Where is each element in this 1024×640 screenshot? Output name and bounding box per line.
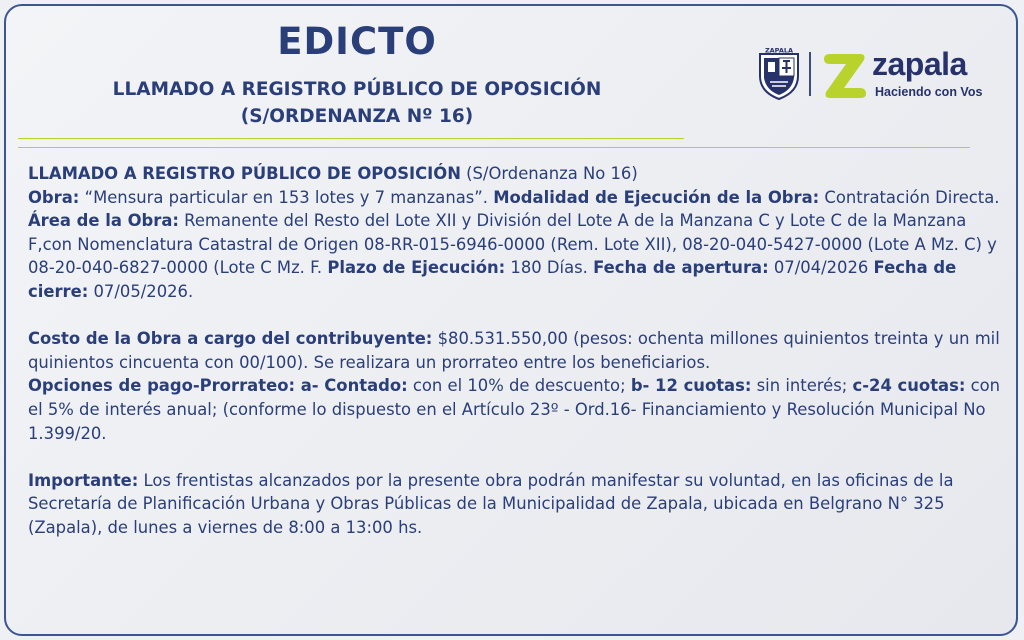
brand-tagline: Haciendo con Vos bbox=[875, 85, 983, 99]
obra-label: Obra: bbox=[28, 187, 80, 207]
opcion-b-value: sin interés; bbox=[751, 376, 853, 396]
importante-label: Importante: bbox=[28, 470, 139, 490]
details-heading-suffix: (S/Ordenanza No 16) bbox=[460, 164, 638, 183]
costo-value: $80.531.550,00 (pesos: ochenta millones quinientos treinta y un mil quinientos cincuenta con 00/100). Se realizara un prorrateo entre los beneficiarios. bbox=[28, 329, 1000, 372]
opcion-c-value: con el 5% de interés anual; (conforme lo dispuesto en el Artículo 23º - Ord.16- Financiamiento y Resolución Municipal No 1.399/20. bbox=[28, 376, 1001, 443]
cierre-value: 07/05/2026. bbox=[88, 281, 194, 301]
apertura-value: 07/04/2026 bbox=[768, 258, 874, 278]
area-label: Área de la Obra: bbox=[28, 211, 179, 231]
paragraph-important bbox=[28, 469, 1006, 540]
subtitle-line-1: LLAMADO A REGISTRO PÚBLICO DE OPOSICIÓN bbox=[112, 79, 602, 100]
apertura-label: Fecha de apertura: bbox=[593, 258, 769, 278]
brand-name: zapala bbox=[872, 46, 967, 82]
details-heading: LLAMADO A REGISTRO PÚBLICO DE OPOSICIÓN bbox=[28, 164, 461, 183]
importante-value: Los frentistas alcanzados por la presente obra podrán manifestar su voluntad, en las oficinas de la Secretaría de Planificación Urbana y Obras Públicas de la Municipalidad de Zapala, ubicada en Belgrano N° 325 (Zapala), de lunes a viernes de 8:00 a 13:00 hs. bbox=[28, 470, 954, 537]
paragraph-details bbox=[28, 162, 1006, 304]
subtitle-line-2: (S/ORDENANZA Nº 16) bbox=[240, 106, 474, 127]
opcion-b-label: b- 12 cuotas: bbox=[630, 376, 752, 396]
plazo-value: 180 Días. bbox=[505, 258, 594, 278]
obra-value: “Mensura particular en 153 lotes y 7 manzanas”. bbox=[79, 187, 494, 207]
page-subtitle bbox=[6, 76, 708, 130]
edict-body bbox=[28, 162, 1006, 540]
page-title: EDICTO bbox=[277, 20, 437, 63]
opcion-c-label: c-24 cuotas: bbox=[852, 376, 966, 396]
plazo-label: Plazo de Ejecución: bbox=[327, 258, 506, 278]
costo-label: Costo de la Obra a cargo del contribuyente: bbox=[28, 329, 433, 349]
shield-label: ZAPALA bbox=[764, 46, 794, 55]
header-divider-short bbox=[18, 138, 684, 139]
edict-card bbox=[4, 4, 1018, 636]
zapala-z-logo-icon bbox=[822, 50, 868, 100]
paragraph-costs bbox=[28, 327, 1006, 445]
area-value: Remanente del Resto del Lote XII y División del Lote A de la Manzana C y Lote C de la Manzana F,con Nomenclatura Catastral de Origen 08-RR-015-6946-0000 (Rem. Lote XII), 08-20-040-5427-0000 (Lote A Mz. C) y 08-20-040-6827-0000 (Lote C Mz. F. bbox=[28, 211, 997, 278]
modalidad-value: Contratación Directa. bbox=[819, 187, 1000, 207]
municipality-logos bbox=[758, 46, 998, 104]
logo-divider bbox=[809, 52, 811, 96]
cierre-label: Fecha de cierre: bbox=[28, 258, 957, 301]
zapala-shield-icon bbox=[758, 46, 800, 100]
header-divider-long bbox=[18, 147, 970, 148]
opciones-label: Opciones de pago-Prorrateo: a- Contado: bbox=[28, 376, 408, 396]
modalidad-label: Modalidad de Ejecución de la Obra: bbox=[493, 187, 820, 207]
opcion-a-value: con el 10% de descuento; bbox=[407, 376, 631, 396]
